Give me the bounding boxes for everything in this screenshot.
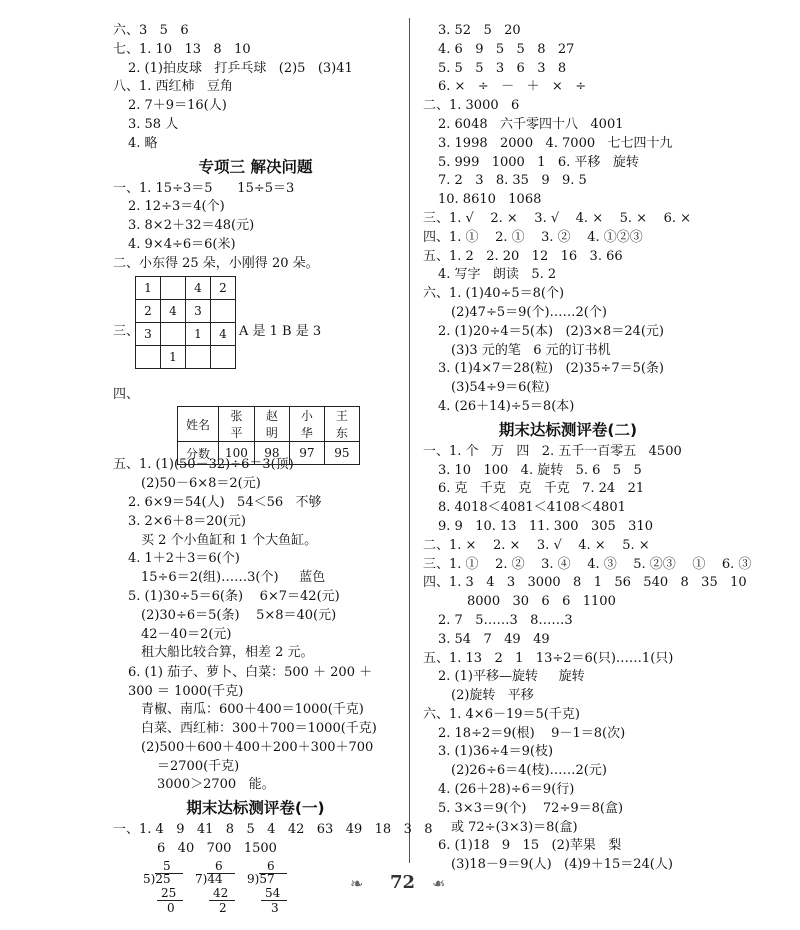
division-dd: 9)57 <box>247 871 275 886</box>
page-footer <box>350 868 460 904</box>
grid-cell: 4 <box>186 276 211 299</box>
answer-line: 6. 克 千克 克 千克 7. 24 21 <box>438 481 645 497</box>
answer-line: 15÷6＝2(组)……3(个) 蓝色 <box>141 570 326 586</box>
answer-line: 4. 略 <box>128 135 158 151</box>
grid-cell: 4 <box>161 299 186 322</box>
answer-line: 六、1. 4×6－19＝5(千克) <box>423 706 580 722</box>
post-lines <box>113 456 398 663</box>
answer-line: 3. 2×6＋8＝20(元) <box>128 513 246 529</box>
answer-line: 3. 1998 2000 4. 7000 七七四十九 <box>438 135 673 151</box>
grid-cell <box>211 345 236 368</box>
grid-cell <box>136 345 161 368</box>
column-divider <box>409 18 410 863</box>
grid-cell <box>211 299 236 322</box>
answer-line: 4. (26＋14)÷5＝8(本) <box>438 398 575 414</box>
answer-line: 6 40 700 1500 <box>157 840 277 856</box>
answer-line: 4. 1＋2＋3＝6(个) <box>128 551 240 567</box>
answer-line: 一、1. 个 万 四 2. 五千一百零五 4500 <box>423 443 682 459</box>
page-number: 72 <box>390 872 416 893</box>
division-r: 0 <box>167 900 175 915</box>
division-bar <box>155 873 183 874</box>
answer-line: (3)3 元的笔 6 元的订书机 <box>451 342 611 358</box>
answer-line: 3. 10 100 4. 旋转 5. 6 5 5 <box>438 462 642 478</box>
pre-lines <box>113 22 398 154</box>
answer-line: 买 2 个小鱼缸和 1 个大鱼缸。 <box>141 532 318 548</box>
answer-line: 六、1. (1)40÷5＝8(个) <box>423 286 565 302</box>
q6-line: 6. (1) 茄子、萝卜、白菜：500 ＋ 200 ＋ 300 ＝ 1000(千克) <box>128 665 373 700</box>
vine-ornament-icon: ❧ <box>350 874 364 893</box>
division-q: 5 <box>163 858 171 873</box>
answer-line: 二、1. 3000 6 <box>423 98 520 114</box>
table-cell: 赵明 <box>254 407 289 442</box>
answer-line: 五、1. (1)(50－32)÷6＝3(顶) <box>113 457 294 473</box>
answer-line: 2. 6×9＝54(人) 54＜56 不够 <box>128 494 322 510</box>
score-table-wrap <box>113 406 398 461</box>
answer-line: ＝2700(千克) <box>157 758 240 774</box>
answer-line: 8000 30 6 6 1100 <box>467 594 616 610</box>
grid-cell: 2 <box>136 299 161 322</box>
answer-line: 或 72÷(3×3)＝8(盒) <box>451 819 578 835</box>
answer-line: 3. 58 人 <box>128 116 179 132</box>
answer-line: 2. 12÷3＝4(个) <box>128 199 225 215</box>
answer-line: 一、1. 15÷3＝5 15÷5＝3 <box>113 180 295 196</box>
answer-line: 7. 2 3 8. 35 9 9. 5 <box>438 173 587 189</box>
grid-label: 三、 <box>113 323 140 339</box>
grid-answer: A 是 1 B 是 3 <box>239 323 322 339</box>
answer-line: 5. (1)30÷5＝6(条) 6×7＝42(元) <box>128 588 340 604</box>
grid-cell: 1 <box>161 345 186 368</box>
division-bar <box>207 873 235 874</box>
right-column <box>423 22 752 875</box>
answer-line: 3. (1)4×7＝28(粒) (2)35÷7＝5(条) <box>438 361 665 377</box>
answer-line: 三、1. ① 2. ② 3. ④ 4. ③ 5. ②③ ① 6. ③ <box>423 556 752 572</box>
answer-line: 4. 6 9 5 5 8 27 <box>438 41 575 57</box>
answer-line: 七、1. 10 13 8 10 <box>113 41 251 57</box>
table-cell: 98 <box>254 442 289 465</box>
vine-ornament-icon: ❧ <box>432 874 446 893</box>
table-cell: 王东 <box>324 407 359 442</box>
answer-line: (2)50－6×8＝2(元) <box>141 476 261 492</box>
answer-line: 6. × ÷ － ＋ × ÷ <box>438 79 587 95</box>
division-underline <box>157 900 183 901</box>
division-p: 54 <box>265 885 281 900</box>
grid-cell <box>161 276 186 299</box>
division-q: 6 <box>215 858 223 873</box>
answer-line: 8. 4018＜4081＜4108＜4801 <box>438 500 626 516</box>
table-cell: 95 <box>324 442 359 465</box>
answer-line: 八、1. 西红柿 豆角 <box>113 79 233 95</box>
answer-line: 四、1. 3 4 3 3000 8 1 56 540 8 35 10 <box>423 575 747 591</box>
division-dd: 5)25 <box>143 871 171 886</box>
answer-line: (2)500＋600＋400＋200＋300＋700 <box>141 739 374 755</box>
answer-line: 2. 7 5……3 8……3 <box>438 612 573 628</box>
answer-line: 42－40＝2(元) <box>141 626 232 642</box>
division-underline <box>209 900 235 901</box>
answer-line: 3. 52 5 20 <box>438 23 521 38</box>
answer-line: 租大船比较合算，相差 2 元。 <box>141 645 314 661</box>
grid-cell: 1 <box>186 322 211 345</box>
answer-line: 3000＞2700 能。 <box>157 777 275 793</box>
answer-line: 3. (1)36÷4＝9(枝) <box>438 744 554 760</box>
answer-line: 五、1. 2 2. 20 12 16 3. 66 <box>423 248 623 264</box>
division-q: 6 <box>267 858 275 873</box>
answer-line: 2. (1)拍皮球 打乒乓球 (2)5 (3)41 <box>128 60 353 76</box>
answer-line: 5. 5 5 3 6 3 8 <box>438 60 567 76</box>
final1-lines <box>113 821 433 859</box>
answer-line: (2)旋转 平移 <box>451 688 534 704</box>
division-dd: 7)44 <box>195 871 223 886</box>
answer-line: 3. 8×2＋32＝48(元) <box>128 218 255 234</box>
answer-line: 6. (1)18 9 15 (2)苹果 梨 <box>438 838 622 854</box>
answer-line: (2)47÷5＝9(个)……2(个) <box>451 304 607 320</box>
answer-line: 2. 18÷2＝9(根) 9－1＝8(次) <box>438 725 626 741</box>
answer-line: 青椒、南瓜：600＋400＝1000(千克) <box>141 702 364 718</box>
answer-line: 4. (26＋28)÷6＝9(行) <box>438 782 575 798</box>
table-header-cell: 分数 <box>178 442 219 465</box>
answer-line: (3)18－9＝9(人) (4)9＋15＝24(人) <box>451 857 673 873</box>
answer-line: 2. 6048 六千零四十八 4001 <box>438 116 624 132</box>
answer-line: (3)54÷9＝6(粒) <box>451 380 550 396</box>
division-underline <box>261 900 287 901</box>
answer-line: 2. (1)20÷4＝5(本) (2)3×8＝24(元) <box>438 323 665 339</box>
answer-line: 3. 54 7 49 49 <box>438 631 550 647</box>
section-title-problem-solving: 专项三 解决问题 <box>198 157 313 176</box>
division-bar <box>259 873 287 874</box>
answer-line: 5. 3×3＝9(个) 72÷9＝8(盒) <box>438 800 624 816</box>
division-p: 42 <box>213 885 229 900</box>
answer-line: 9. 9 10. 13 11. 300 305 310 <box>438 518 653 534</box>
grid-cell <box>186 345 211 368</box>
answer-line: 三、1. √ 2. × 3. √ 4. × 5. × 6. × <box>423 210 691 226</box>
division-r: 3 <box>271 900 279 915</box>
grid-cell: 3 <box>136 322 161 345</box>
section3-lines <box>113 180 398 274</box>
division-r: 2 <box>219 900 227 915</box>
table-cell: 97 <box>289 442 324 465</box>
section-title-final1: 期末达标测评卷(一) <box>186 799 325 818</box>
section-title-final2: 期末达标测评卷(二) <box>498 420 638 439</box>
grid-cell: 3 <box>186 299 211 322</box>
division-p: 25 <box>161 885 177 900</box>
answer-line: 10. 8610 1068 <box>438 192 542 208</box>
answer-line: 白菜、西红柿：300＋700＝1000(千克) <box>141 720 377 736</box>
q6-lines <box>113 701 398 795</box>
answer-line: 4. 9×4÷6＝6(米) <box>128 236 236 252</box>
question-four-label: 四、 <box>113 386 140 402</box>
table-header-cell: 姓名 <box>178 407 219 442</box>
answer-line: 2. (1)平移—旋转 旋转 <box>438 669 585 685</box>
answer-line: 二、1. × 2. × 3. √ 4. × 5. × <box>423 537 650 553</box>
grid-cell: 4 <box>211 322 236 345</box>
grid-question <box>113 276 398 386</box>
answer-line: 2. 7＋9＝16(人) <box>128 98 227 114</box>
right-lines-1 <box>423 22 713 417</box>
grid-cell <box>161 322 186 345</box>
table-cell: 100 <box>219 442 255 465</box>
answer-line: 四、1. ① 2. ① 3. ② 4. ①②③ <box>423 229 643 245</box>
answer-line: 4. 写字 朗读 5. 2 <box>438 267 557 283</box>
answer-line: (2)26÷6＝4(枝)……2(元) <box>451 763 607 779</box>
table-cell: 张平 <box>219 407 255 442</box>
grid-cell: 2 <box>211 276 236 299</box>
table-cell: 小华 <box>289 407 324 442</box>
answer-line: 六、3 5 6 <box>113 23 189 38</box>
answer-line: 一、1. 4 9 41 8 5 4 42 63 49 18 3 8 <box>113 822 433 838</box>
answer-line: (2)30÷6＝5(条) 5×8＝40(元) <box>141 607 337 623</box>
answer-line: 5. 999 1000 1 6. 平移 旋转 <box>438 154 639 170</box>
score-table <box>177 406 360 465</box>
number-grid <box>135 276 236 369</box>
answer-line: 二、小东得 25 朵，小刚得 20 朵。 <box>113 255 319 271</box>
grid-cell: 1 <box>136 276 161 299</box>
right-lines-2 <box>423 443 752 875</box>
answer-line: 五、1. 13 2 1 13÷2＝6(只)……1(只) <box>423 650 674 666</box>
